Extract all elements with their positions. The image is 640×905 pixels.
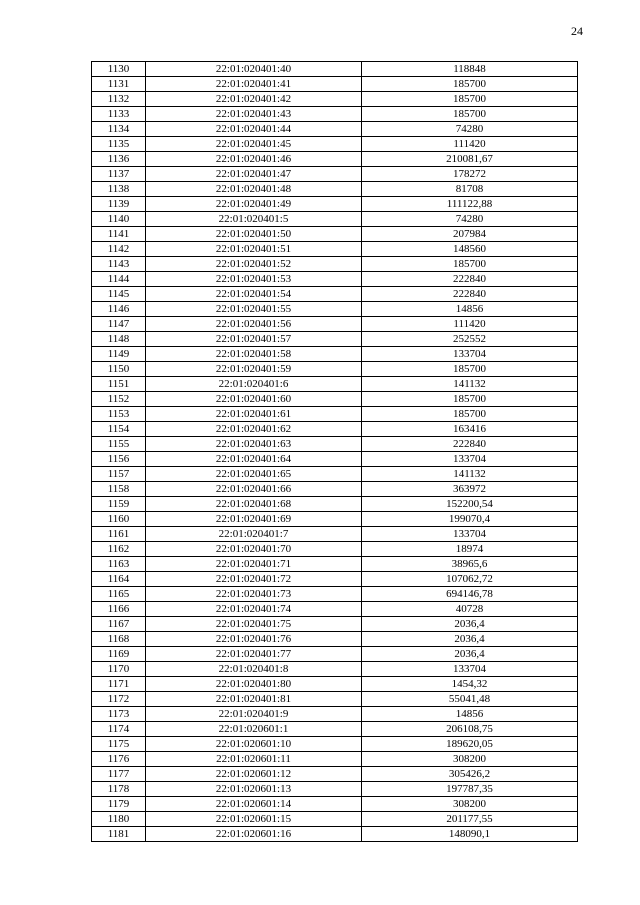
table-row bbox=[92, 497, 578, 512]
value-cell: 222840 bbox=[362, 287, 578, 302]
table-row bbox=[92, 662, 578, 677]
cadastral-number-cell: 22:01:020601:13 bbox=[146, 782, 362, 797]
table-row bbox=[92, 617, 578, 632]
row-number-cell: 1169 bbox=[92, 647, 146, 662]
value-cell: 74280 bbox=[362, 122, 578, 137]
table-row bbox=[92, 647, 578, 662]
cadastral-number-cell: 22:01:020601:11 bbox=[146, 752, 362, 767]
table-row bbox=[92, 242, 578, 257]
row-number-cell: 1159 bbox=[92, 497, 146, 512]
table-row bbox=[92, 362, 578, 377]
table-row bbox=[92, 392, 578, 407]
row-number-cell: 1178 bbox=[92, 782, 146, 797]
row-number-cell: 1149 bbox=[92, 347, 146, 362]
cadastral-number-cell: 22:01:020401:44 bbox=[146, 122, 362, 137]
table-row bbox=[92, 107, 578, 122]
table-row bbox=[92, 602, 578, 617]
row-number-cell: 1142 bbox=[92, 242, 146, 257]
row-number-cell: 1176 bbox=[92, 752, 146, 767]
row-number-cell: 1131 bbox=[92, 77, 146, 92]
value-cell: 201177,55 bbox=[362, 812, 578, 827]
value-cell: 14856 bbox=[362, 302, 578, 317]
table-row bbox=[92, 272, 578, 287]
row-number-cell: 1163 bbox=[92, 557, 146, 572]
cadastral-number-cell: 22:01:020401:68 bbox=[146, 497, 362, 512]
cadastral-number-cell: 22:01:020401:75 bbox=[146, 617, 362, 632]
value-cell: 185700 bbox=[362, 107, 578, 122]
cadastral-number-cell: 22:01:020601:10 bbox=[146, 737, 362, 752]
table-row bbox=[92, 812, 578, 827]
row-number-cell: 1130 bbox=[92, 62, 146, 77]
table-row bbox=[92, 77, 578, 92]
row-number-cell: 1134 bbox=[92, 122, 146, 137]
value-cell: 111420 bbox=[362, 137, 578, 152]
table-row bbox=[92, 707, 578, 722]
table-row bbox=[92, 62, 578, 77]
table-row bbox=[92, 287, 578, 302]
cadastral-number-cell: 22:01:020601:1 bbox=[146, 722, 362, 737]
row-number-cell: 1171 bbox=[92, 677, 146, 692]
cadastral-number-cell: 22:01:020401:41 bbox=[146, 77, 362, 92]
row-number-cell: 1144 bbox=[92, 272, 146, 287]
value-cell: 111420 bbox=[362, 317, 578, 332]
value-cell: 118848 bbox=[362, 62, 578, 77]
cadastral-number-cell: 22:01:020401:63 bbox=[146, 437, 362, 452]
table-row bbox=[92, 152, 578, 167]
value-cell: 185700 bbox=[362, 362, 578, 377]
cadastral-number-cell: 22:01:020401:58 bbox=[146, 347, 362, 362]
value-cell: 210081,67 bbox=[362, 152, 578, 167]
cadastral-number-cell: 22:01:020401:77 bbox=[146, 647, 362, 662]
cadastral-number-cell: 22:01:020401:72 bbox=[146, 572, 362, 587]
cadastral-number-cell: 22:01:020401:51 bbox=[146, 242, 362, 257]
table-body bbox=[92, 62, 578, 842]
cadastral-number-cell: 22:01:020601:16 bbox=[146, 827, 362, 842]
row-number-cell: 1174 bbox=[92, 722, 146, 737]
row-number-cell: 1167 bbox=[92, 617, 146, 632]
table-row bbox=[92, 767, 578, 782]
cadastral-number-cell: 22:01:020401:52 bbox=[146, 257, 362, 272]
value-cell: 2036,4 bbox=[362, 647, 578, 662]
row-number-cell: 1157 bbox=[92, 467, 146, 482]
value-cell: 107062,72 bbox=[362, 572, 578, 587]
cadastral-number-cell: 22:01:020401:9 bbox=[146, 707, 362, 722]
cadastral-number-cell: 22:01:020601:12 bbox=[146, 767, 362, 782]
value-cell: 74280 bbox=[362, 212, 578, 227]
table-row bbox=[92, 317, 578, 332]
value-cell: 2036,4 bbox=[362, 617, 578, 632]
row-number-cell: 1151 bbox=[92, 377, 146, 392]
row-number-cell: 1158 bbox=[92, 482, 146, 497]
cadastral-number-cell: 22:01:020401:48 bbox=[146, 182, 362, 197]
value-cell: 38965,6 bbox=[362, 557, 578, 572]
row-number-cell: 1139 bbox=[92, 197, 146, 212]
cadastral-number-cell: 22:01:020401:42 bbox=[146, 92, 362, 107]
cadastral-number-cell: 22:01:020401:73 bbox=[146, 587, 362, 602]
table-row bbox=[92, 722, 578, 737]
value-cell: 133704 bbox=[362, 347, 578, 362]
row-number-cell: 1160 bbox=[92, 512, 146, 527]
value-cell: 206108,75 bbox=[362, 722, 578, 737]
table-row bbox=[92, 407, 578, 422]
row-number-cell: 1153 bbox=[92, 407, 146, 422]
table-row bbox=[92, 452, 578, 467]
row-number-cell: 1147 bbox=[92, 317, 146, 332]
table-row bbox=[92, 92, 578, 107]
cadastral-number-cell: 22:01:020401:66 bbox=[146, 482, 362, 497]
value-cell: 207984 bbox=[362, 227, 578, 242]
row-number-cell: 1173 bbox=[92, 707, 146, 722]
value-cell: 185700 bbox=[362, 407, 578, 422]
row-number-cell: 1166 bbox=[92, 602, 146, 617]
table-row bbox=[92, 122, 578, 137]
row-number-cell: 1168 bbox=[92, 632, 146, 647]
table-row bbox=[92, 632, 578, 647]
row-number-cell: 1150 bbox=[92, 362, 146, 377]
row-number-cell: 1132 bbox=[92, 92, 146, 107]
row-number-cell: 1164 bbox=[92, 572, 146, 587]
table-row bbox=[92, 377, 578, 392]
table-row bbox=[92, 467, 578, 482]
table-row bbox=[92, 227, 578, 242]
row-number-cell: 1165 bbox=[92, 587, 146, 602]
cadastral-number-cell: 22:01:020401:54 bbox=[146, 287, 362, 302]
cadastral-number-cell: 22:01:020401:59 bbox=[146, 362, 362, 377]
cadastral-number-cell: 22:01:020401:7 bbox=[146, 527, 362, 542]
row-number-cell: 1152 bbox=[92, 392, 146, 407]
row-number-cell: 1140 bbox=[92, 212, 146, 227]
value-cell: 222840 bbox=[362, 272, 578, 287]
value-cell: 133704 bbox=[362, 662, 578, 677]
table-row bbox=[92, 182, 578, 197]
value-cell: 2036,4 bbox=[362, 632, 578, 647]
table-row bbox=[92, 332, 578, 347]
cadastral-number-cell: 22:01:020401:53 bbox=[146, 272, 362, 287]
row-number-cell: 1177 bbox=[92, 767, 146, 782]
cadastral-number-cell: 22:01:020601:14 bbox=[146, 797, 362, 812]
value-cell: 185700 bbox=[362, 392, 578, 407]
value-cell: 152200,54 bbox=[362, 497, 578, 512]
row-number-cell: 1181 bbox=[92, 827, 146, 842]
value-cell: 81708 bbox=[362, 182, 578, 197]
cadastral-number-cell: 22:01:020401:70 bbox=[146, 542, 362, 557]
table-row bbox=[92, 572, 578, 587]
cadastral-number-cell: 22:01:020401:50 bbox=[146, 227, 362, 242]
table-row bbox=[92, 797, 578, 812]
cadastral-number-cell: 22:01:020401:47 bbox=[146, 167, 362, 182]
row-number-cell: 1180 bbox=[92, 812, 146, 827]
value-cell: 197787,35 bbox=[362, 782, 578, 797]
value-cell: 185700 bbox=[362, 92, 578, 107]
value-cell: 185700 bbox=[362, 77, 578, 92]
value-cell: 55041,48 bbox=[362, 692, 578, 707]
cadastral-number-cell: 22:01:020401:65 bbox=[146, 467, 362, 482]
value-cell: 308200 bbox=[362, 752, 578, 767]
table-row bbox=[92, 212, 578, 227]
cadastral-number-cell: 22:01:020401:62 bbox=[146, 422, 362, 437]
cadastral-number-cell: 22:01:020401:80 bbox=[146, 677, 362, 692]
cadastral-number-cell: 22:01:020401:60 bbox=[146, 392, 362, 407]
row-number-cell: 1145 bbox=[92, 287, 146, 302]
value-cell: 694146,78 bbox=[362, 587, 578, 602]
cadastral-number-cell: 22:01:020401:49 bbox=[146, 197, 362, 212]
row-number-cell: 1138 bbox=[92, 182, 146, 197]
cadastral-number-cell: 22:01:020401:76 bbox=[146, 632, 362, 647]
value-cell: 133704 bbox=[362, 527, 578, 542]
value-cell: 189620,05 bbox=[362, 737, 578, 752]
value-cell: 141132 bbox=[362, 377, 578, 392]
table-row bbox=[92, 677, 578, 692]
value-cell: 40728 bbox=[362, 602, 578, 617]
value-cell: 178272 bbox=[362, 167, 578, 182]
value-cell: 148560 bbox=[362, 242, 578, 257]
row-number-cell: 1141 bbox=[92, 227, 146, 242]
value-cell: 308200 bbox=[362, 797, 578, 812]
value-cell: 305426,2 bbox=[362, 767, 578, 782]
value-cell: 1454,32 bbox=[362, 677, 578, 692]
cadastral-number-cell: 22:01:020401:64 bbox=[146, 452, 362, 467]
table-row bbox=[92, 527, 578, 542]
value-cell: 363972 bbox=[362, 482, 578, 497]
row-number-cell: 1148 bbox=[92, 332, 146, 347]
cadastral-number-cell: 22:01:020401:69 bbox=[146, 512, 362, 527]
cadastral-number-cell: 22:01:020401:5 bbox=[146, 212, 362, 227]
row-number-cell: 1143 bbox=[92, 257, 146, 272]
table-row bbox=[92, 302, 578, 317]
row-number-cell: 1136 bbox=[92, 152, 146, 167]
cadastral-number-cell: 22:01:020401:74 bbox=[146, 602, 362, 617]
row-number-cell: 1161 bbox=[92, 527, 146, 542]
table-row bbox=[92, 827, 578, 842]
cadastral-number-cell: 22:01:020401:81 bbox=[146, 692, 362, 707]
cadastral-number-cell: 22:01:020401:45 bbox=[146, 137, 362, 152]
table-row bbox=[92, 512, 578, 527]
value-cell: 14856 bbox=[362, 707, 578, 722]
value-cell: 163416 bbox=[362, 422, 578, 437]
cadastral-number-cell: 22:01:020401:40 bbox=[146, 62, 362, 77]
table-row bbox=[92, 542, 578, 557]
row-number-cell: 1155 bbox=[92, 437, 146, 452]
row-number-cell: 1170 bbox=[92, 662, 146, 677]
value-cell: 199070,4 bbox=[362, 512, 578, 527]
table-row bbox=[92, 137, 578, 152]
cadastral-number-cell: 22:01:020401:57 bbox=[146, 332, 362, 347]
value-cell: 148090,1 bbox=[362, 827, 578, 842]
cadastral-number-cell: 22:01:020401:8 bbox=[146, 662, 362, 677]
cadastral-number-cell: 22:01:020401:43 bbox=[146, 107, 362, 122]
table-row bbox=[92, 782, 578, 797]
row-number-cell: 1156 bbox=[92, 452, 146, 467]
row-number-cell: 1172 bbox=[92, 692, 146, 707]
table-row bbox=[92, 167, 578, 182]
value-cell: 111122,88 bbox=[362, 197, 578, 212]
table-row bbox=[92, 587, 578, 602]
cadastral-number-cell: 22:01:020601:15 bbox=[146, 812, 362, 827]
row-number-cell: 1162 bbox=[92, 542, 146, 557]
value-cell: 252552 bbox=[362, 332, 578, 347]
row-number-cell: 1146 bbox=[92, 302, 146, 317]
value-cell: 18974 bbox=[362, 542, 578, 557]
table-row bbox=[92, 422, 578, 437]
cadastral-number-cell: 22:01:020401:55 bbox=[146, 302, 362, 317]
row-number-cell: 1137 bbox=[92, 167, 146, 182]
cadastral-number-cell: 22:01:020401:46 bbox=[146, 152, 362, 167]
value-cell: 141132 bbox=[362, 467, 578, 482]
table-row bbox=[92, 557, 578, 572]
row-number-cell: 1175 bbox=[92, 737, 146, 752]
table-row bbox=[92, 197, 578, 212]
table-row bbox=[92, 257, 578, 272]
table-row bbox=[92, 482, 578, 497]
table-row bbox=[92, 437, 578, 452]
cadastral-table bbox=[91, 61, 578, 842]
table-row bbox=[92, 347, 578, 362]
cadastral-number-cell: 22:01:020401:6 bbox=[146, 377, 362, 392]
row-number-cell: 1135 bbox=[92, 137, 146, 152]
row-number-cell: 1179 bbox=[92, 797, 146, 812]
cadastral-number-cell: 22:01:020401:71 bbox=[146, 557, 362, 572]
row-number-cell: 1154 bbox=[92, 422, 146, 437]
table-row bbox=[92, 692, 578, 707]
table-row bbox=[92, 752, 578, 767]
value-cell: 133704 bbox=[362, 452, 578, 467]
value-cell: 185700 bbox=[362, 257, 578, 272]
page-number: 24 bbox=[571, 24, 583, 38]
table-row bbox=[92, 737, 578, 752]
cadastral-number-cell: 22:01:020401:56 bbox=[146, 317, 362, 332]
value-cell: 222840 bbox=[362, 437, 578, 452]
cadastral-number-cell: 22:01:020401:61 bbox=[146, 407, 362, 422]
row-number-cell: 1133 bbox=[92, 107, 146, 122]
